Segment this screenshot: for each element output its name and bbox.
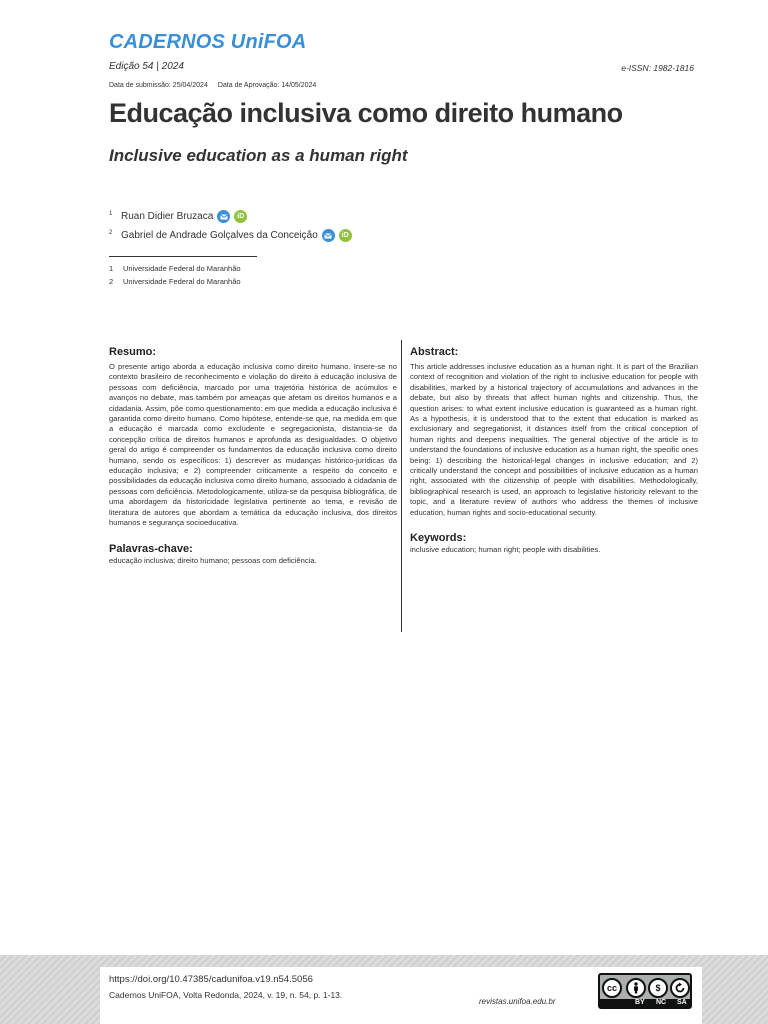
attribution-icon bbox=[626, 978, 646, 998]
author-name: Ruan Didier Bruzaca bbox=[121, 211, 214, 222]
affiliation-number: 2 bbox=[109, 277, 114, 286]
mail-icon[interactable] bbox=[217, 210, 230, 223]
author-list bbox=[109, 207, 352, 245]
author-item bbox=[109, 207, 352, 226]
journal-name: CADERNOS UniFOA bbox=[109, 31, 307, 53]
dates-line bbox=[109, 82, 316, 89]
footer-box bbox=[100, 967, 702, 1024]
license-badge[interactable] bbox=[598, 973, 692, 1009]
author-name: Gabriel de Andrade Golçalves da Conceição bbox=[121, 230, 318, 241]
affiliation-name: Universidade Federal do Maranhão bbox=[123, 264, 241, 273]
palavras-chave-text: educação inclusiva; direito humano; pessoas com deficiência. bbox=[109, 555, 317, 565]
footnote-divider bbox=[109, 256, 257, 257]
submission-date: Data de submissão: 25/04/2024 bbox=[109, 82, 208, 89]
affiliation-name: Universidade Federal do Maranhão bbox=[123, 277, 241, 286]
resumo-heading: Resumo: bbox=[109, 346, 157, 358]
edition-label: Edição 54 | 2024 bbox=[109, 61, 184, 72]
article-title-english: Inclusive education as a human right bbox=[109, 146, 408, 165]
license-nc-label: NC bbox=[656, 999, 667, 1006]
affiliation-list bbox=[109, 264, 241, 290]
affiliation-number: 1 bbox=[109, 264, 114, 273]
orcid-icon[interactable]: iD bbox=[339, 229, 352, 242]
license-sa-label: SA bbox=[677, 999, 687, 1006]
abstract-section bbox=[410, 346, 698, 554]
abstract-heading: Abstract: bbox=[410, 346, 459, 358]
keywords-text: inclusive education; human right; people with disabilities. bbox=[410, 545, 601, 555]
sharealike-icon bbox=[670, 978, 690, 998]
resumo-section bbox=[109, 346, 397, 565]
author-number: 2 bbox=[109, 229, 113, 236]
keywords-heading: Keywords: bbox=[410, 532, 467, 545]
affiliation-item bbox=[109, 264, 241, 277]
abstract-text: This article addresses inclusive education as a human right. It is part of the Brazilian context of recognition and violation of the right to inclusive education for people with disabilities, marked by a historical trajectory of accumulations and advances in the debate, but also by threats that affect human rights and citizenship. Thus, the question arises: to what extent inclusive education is guaranteed as a human right. As a hypothesis, it is understood that to the extent that education is marked as exclusionary and segregationist, it distances itself from the critical conception of human rights and deepens inequalities. The general objective of the article is to understand the foundations of inclusive education as a human right, the specific ones being: 1) describing the historical-legal changes in inclusive education; and 2) critically understand the concept and possibilities of inclusive education as a human right, associated with the citizenship of people with disabilities. Methodologically, bibliographical research is used, an approach to legislative historicity relevant to the topic, and a literature review of authors who address the themes of inclusive education, human rights and socio-educational security. bbox=[410, 362, 698, 517]
palavras-chave-heading: Palavras-chave: bbox=[109, 542, 193, 555]
mail-icon[interactable] bbox=[322, 229, 335, 242]
noncommercial-icon: $ bbox=[648, 978, 668, 998]
doi-link[interactable]: https://doi.org/10.47385/cadunifoa.v19.n54.5056 bbox=[109, 974, 313, 985]
page-footer bbox=[0, 955, 768, 1024]
author-item bbox=[109, 226, 352, 245]
orcid-icon[interactable]: iD bbox=[234, 210, 247, 223]
issn-label: e-ISSN: 1982-1816 bbox=[621, 63, 694, 73]
license-by-label: BY bbox=[635, 999, 645, 1006]
author-number: 1 bbox=[109, 210, 113, 217]
article-title: Educação inclusiva como direito humano bbox=[109, 98, 623, 128]
approval-date: Data de Aprovação: 14/05/2024 bbox=[217, 82, 317, 89]
affiliation-item bbox=[109, 277, 241, 290]
citation-text: Cadernos UniFOA, Volta Redonda, 2024, v. 19, n. 54, p. 1-13. bbox=[109, 990, 343, 1000]
column-separator bbox=[401, 340, 402, 632]
resumo-text: O presente artigo aborda a educação inclusiva como direito humano. Insere-se no contexto brasileiro de reconhecimento e violação do direito à educação inclusiva de pessoas com deficiência, marcado por uma trajetória histórica de acúmulos e avanços no debate, mas também por ameaças que afetam os direitos humanos e a cidadania. Assim, põe como questionamento: em que medida a educação inclusiva é garantida como direito humano. Como hipótese, entende-se que, na medida em que a educação é marcada como excludente e segregacionista, distancia-se da concepção crítica de direitos humanos e aprofunda as desigualdades. O objetivo geral do artigo é compreender os fundamentos da educação inclusiva como direito humano, sendo os específicos: 1) descrever as mudanças histórico-jurídicas da educação inclusiva; e 2) compreender criticamente a respeito do conceito e possibilidades da educação inclusiva como direito humano, associado à cidadania de pessoas com deficiência. Metodologicamente, utiliza-se da pesquisa bibliográfica, de uma abordagem da historicidade legislativa pertinente ao tema, e revisão de literatura de autores que abordam a temática da educação inclusiva, dos direitos humanos e segurança socioeducativa. bbox=[109, 362, 397, 528]
cc-icon: cc bbox=[602, 978, 622, 998]
site-link[interactable]: revistas.unifoa.edu.br bbox=[479, 997, 556, 1006]
